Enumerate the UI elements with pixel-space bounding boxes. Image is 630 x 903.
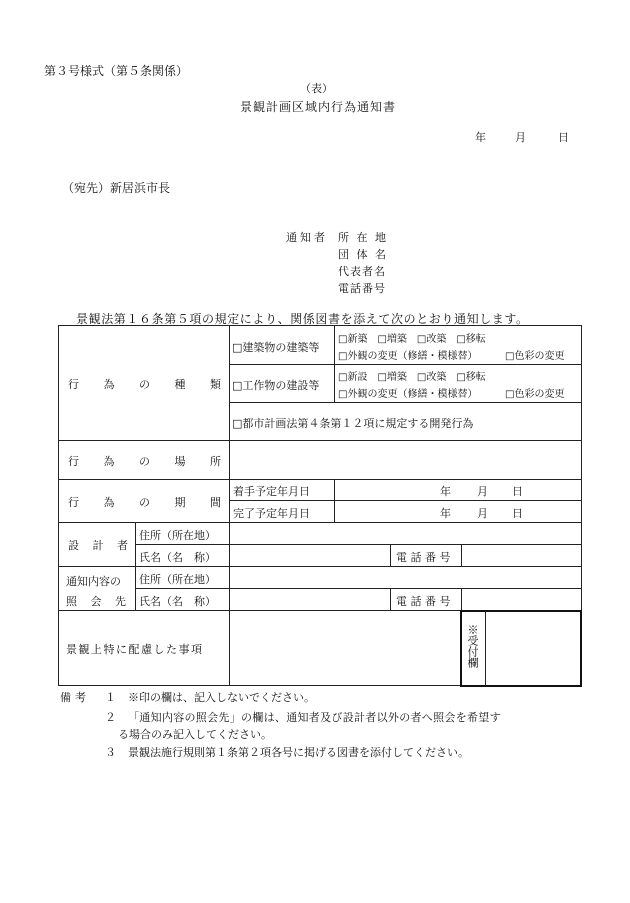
designer-address-label: 住所（所在地） bbox=[139, 529, 216, 542]
notifier-rep-label: 代表者名 bbox=[338, 265, 386, 278]
contact-address-field[interactable] bbox=[230, 567, 581, 588]
designer-phone-label: 電 話 番 号 bbox=[396, 551, 451, 564]
contact-name-field[interactable] bbox=[230, 589, 390, 610]
period-label: 行 為 の 期 間 bbox=[68, 496, 221, 509]
building-options-2a[interactable]: □外観の変更（修繕・模様替） bbox=[338, 351, 478, 362]
contact-phone-label: 電 話 番 号 bbox=[396, 595, 451, 608]
designer-address-field[interactable] bbox=[230, 523, 581, 544]
act-type-label: 行 為 の 種 類 bbox=[68, 378, 221, 391]
contact-address-label: 住所（所在地） bbox=[139, 573, 216, 586]
designer-name-label: 氏名（名 称） bbox=[139, 551, 216, 564]
date-month: 月 bbox=[515, 131, 526, 144]
notifier-phone-label: 電話番号 bbox=[338, 282, 386, 295]
note-2-number: ２ bbox=[105, 711, 116, 724]
structure-options-2a[interactable]: □外観の変更（修繕・模様替） bbox=[338, 389, 478, 400]
start-date-label: 着手予定年月日 bbox=[233, 485, 310, 498]
structure-checkbox[interactable]: □工作物の建設等 bbox=[232, 379, 320, 392]
start-year: 年 bbox=[440, 485, 451, 498]
form-side: （表） bbox=[300, 82, 333, 95]
place-label: 行 為 の 場 所 bbox=[68, 455, 221, 468]
structure-options-2b[interactable]: □色彩の変更 bbox=[505, 389, 565, 400]
contact-label-2: 照 会 先 bbox=[66, 595, 126, 608]
notifier-label: 通知者 bbox=[286, 231, 328, 244]
end-year: 年 bbox=[440, 507, 451, 520]
end-date-label: 完了予定年月日 bbox=[233, 507, 310, 520]
start-day: 日 bbox=[512, 485, 523, 498]
note-3-number: ３ bbox=[105, 746, 116, 759]
place-field[interactable] bbox=[230, 441, 581, 479]
form-number: 第３号様式（第５条関係） bbox=[44, 64, 189, 78]
development-checkbox[interactable]: □都市計画法第４条第１２項に規定する開発行為 bbox=[232, 417, 474, 430]
contact-phone-field[interactable] bbox=[462, 589, 581, 610]
building-options-1[interactable]: □新築 □増築 □改築 □移転 bbox=[338, 334, 486, 345]
note-2-line-1: 「通知内容の照会先」の欄は、通知者及び設計者以外の者へ照会を希望す bbox=[128, 711, 501, 724]
designer-label: 設 計 者 bbox=[68, 539, 128, 552]
end-day: 日 bbox=[512, 507, 523, 520]
end-month: 月 bbox=[477, 507, 488, 520]
building-options-2b[interactable]: □色彩の変更 bbox=[505, 351, 565, 362]
structure-options-1[interactable]: □新設 □増築 □改築 □移転 bbox=[338, 372, 486, 383]
start-month: 月 bbox=[477, 485, 488, 498]
addressee: （宛先）新居浜市長 bbox=[62, 181, 171, 195]
form-title: 景観計画区域内行為通知書 bbox=[240, 100, 397, 114]
receipt-label: ※受付欄 bbox=[466, 624, 479, 668]
contact-label-1: 通知内容の bbox=[66, 575, 121, 588]
designer-name-field[interactable] bbox=[230, 545, 390, 566]
notifier-org-label: 団 体 名 bbox=[338, 248, 388, 261]
building-checkbox[interactable]: □建築物の建築等 bbox=[232, 341, 320, 354]
note-1-number: １ bbox=[105, 691, 116, 704]
consideration-field[interactable] bbox=[230, 611, 459, 685]
intro-text: 景観法第１６条第５項の規定により、関係図書を添えて次のとおり通知します。 bbox=[76, 312, 529, 326]
contact-name-label: 氏名（名 称） bbox=[139, 595, 216, 608]
date-day: 日 bbox=[558, 131, 569, 144]
note-1: ※印の欄は、記入しないでください。 bbox=[128, 691, 315, 704]
note-3: 景観法施行規則第１条第２項各号に掲げる図書を添付してください。 bbox=[128, 746, 469, 759]
notifier-address-label: 所 在 地 bbox=[338, 231, 388, 244]
date-year: 年 bbox=[475, 131, 486, 144]
note-2-line-2: る場合のみ記入してください。 bbox=[118, 728, 272, 741]
consideration-label: 景観上特に配慮した事項 bbox=[66, 643, 204, 656]
notes-title: 備考 bbox=[60, 691, 90, 704]
designer-phone-field[interactable] bbox=[462, 545, 581, 566]
